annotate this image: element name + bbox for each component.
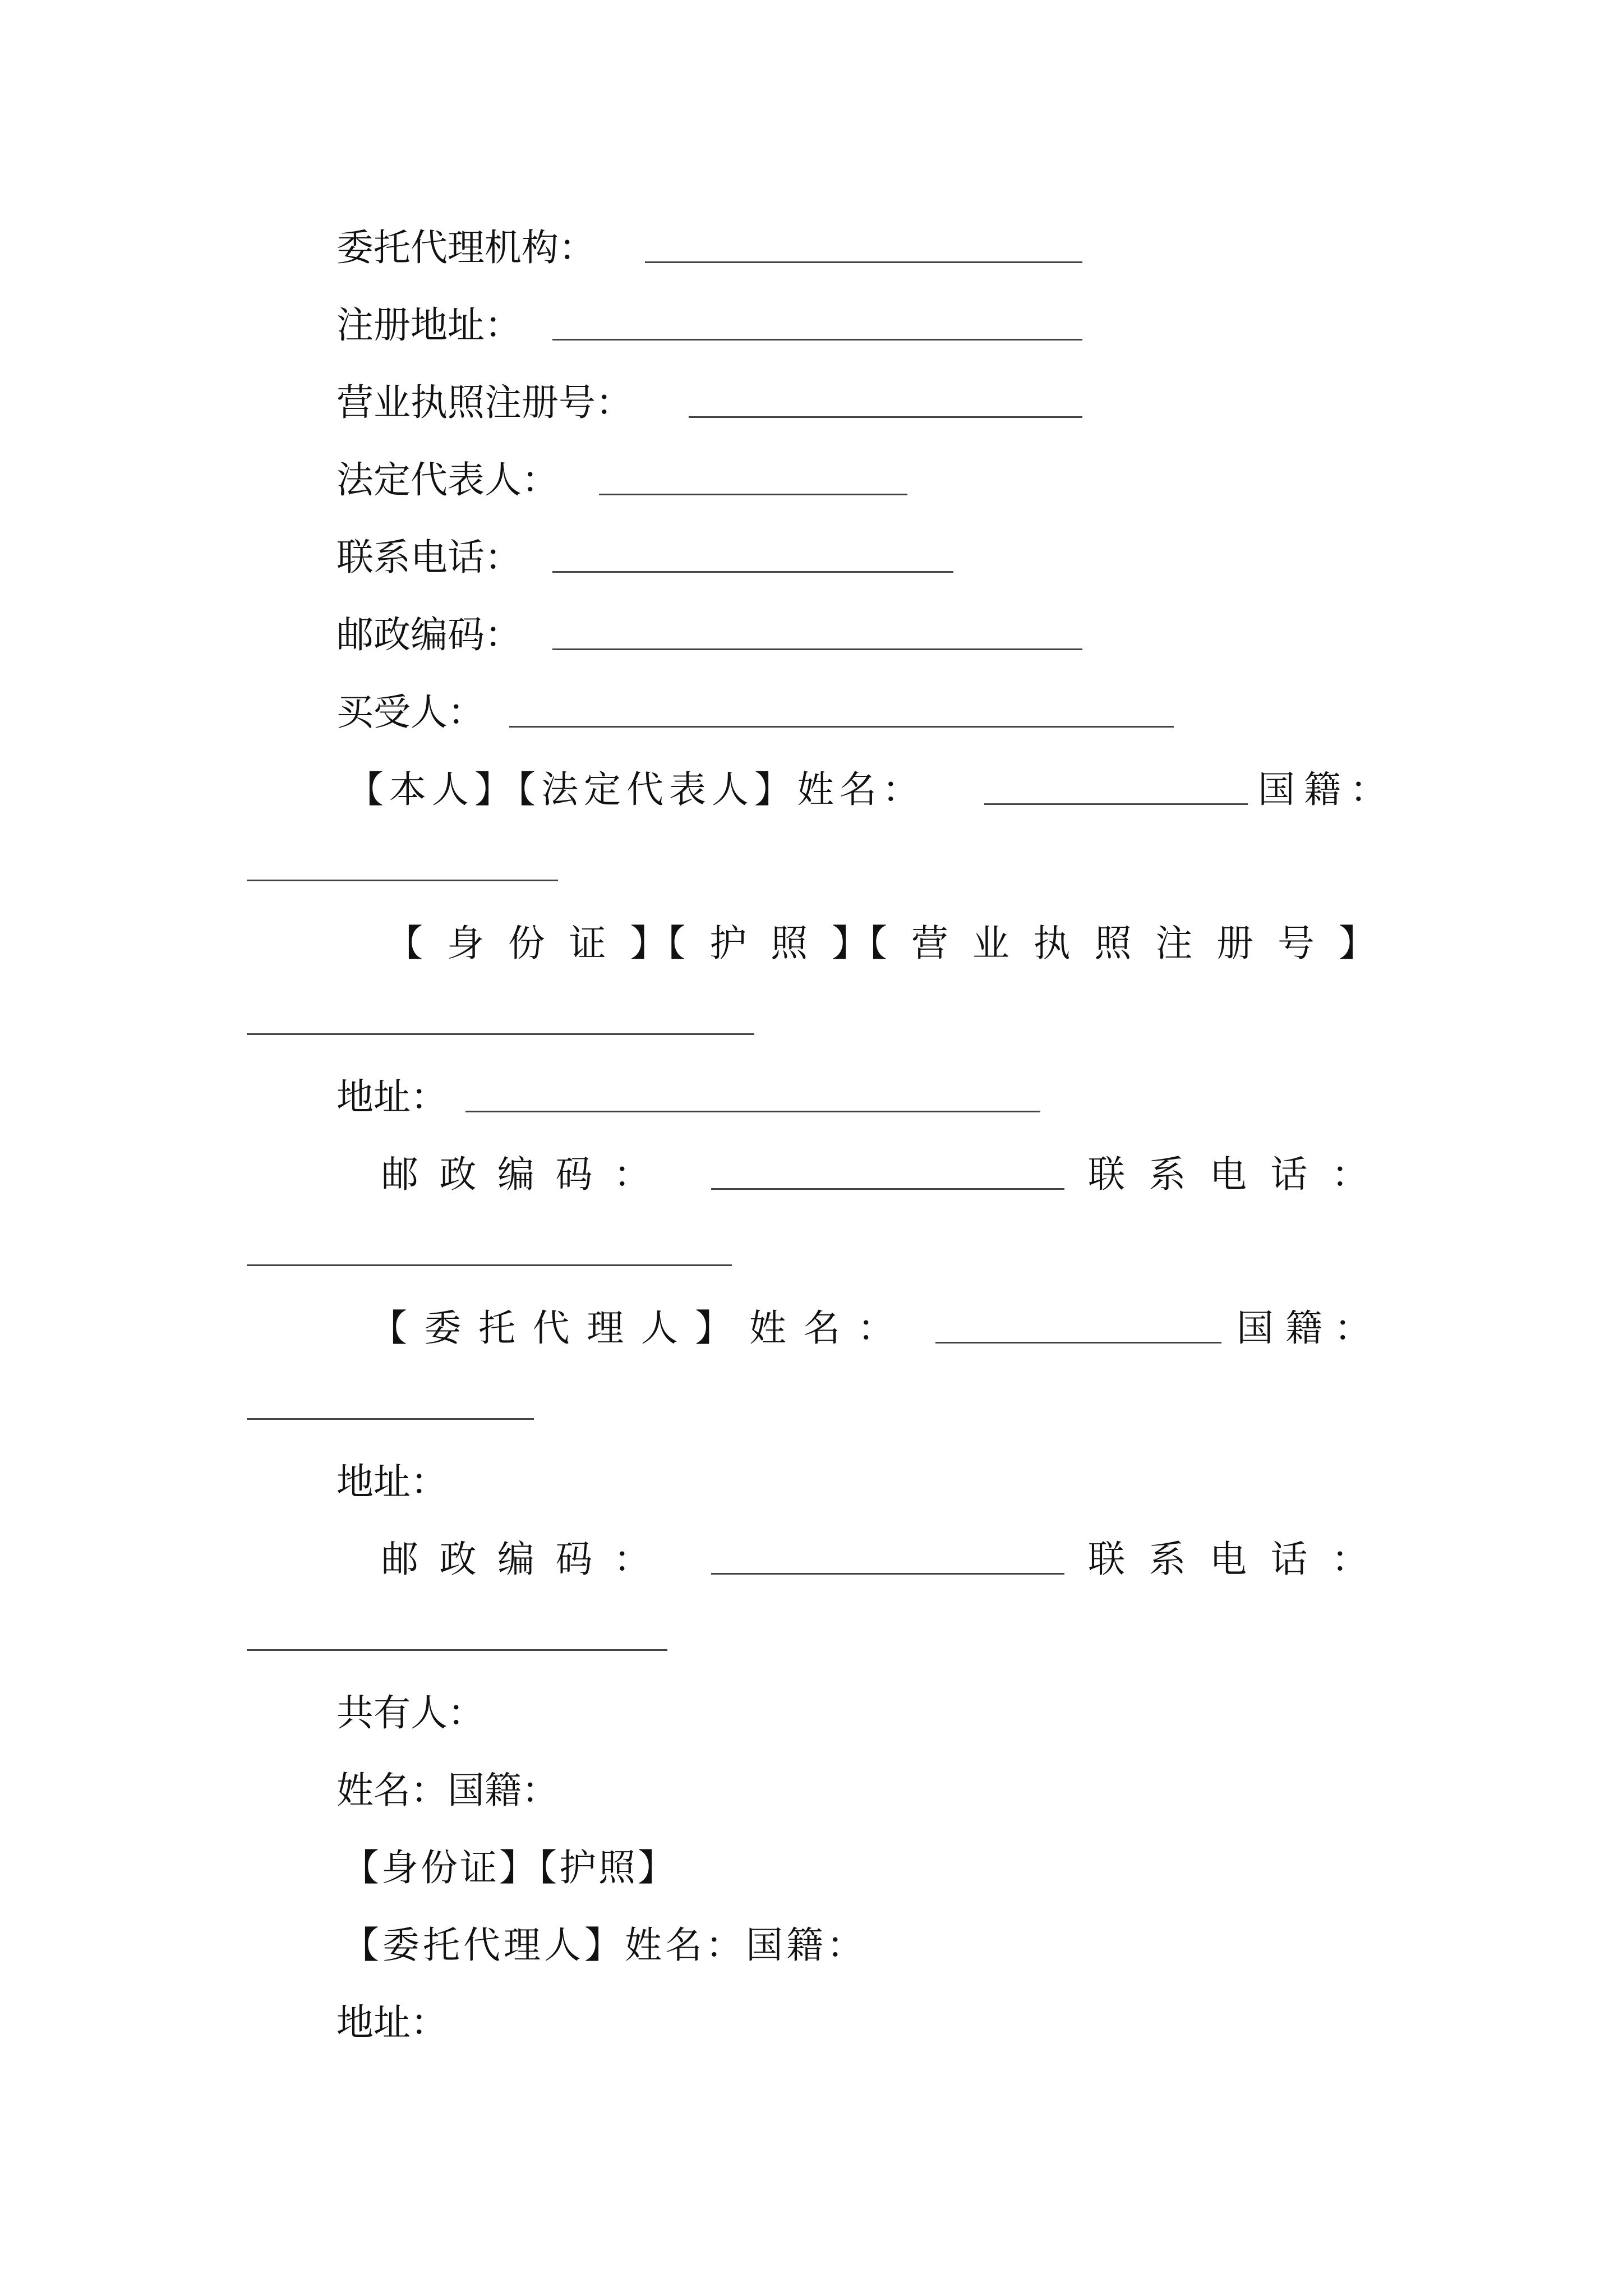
buyer-self-rep-name-blank[interactable] <box>984 803 1248 805</box>
buyer-self-rep-prefix: 【本人】【法定代表人】姓名： <box>347 767 925 811</box>
char: 码 <box>555 1152 593 1196</box>
agent-address-label: 地址： <box>336 1460 448 1503</box>
agency-phone-row <box>336 523 522 585</box>
char: 码 <box>555 1537 593 1581</box>
co-owner-row <box>336 1678 485 1740</box>
char: ： <box>1331 1537 1368 1581</box>
buyer-phone-blank[interactable] <box>247 1264 732 1266</box>
agent-address-row <box>336 1447 448 1509</box>
buyer-label: 买受人： <box>336 690 485 734</box>
char: ： <box>857 1306 895 1350</box>
co-owner-id-row <box>342 1833 677 1895</box>
id-char: 业 <box>972 921 1009 965</box>
id-char: 份 <box>508 921 545 965</box>
agency-phone-blank[interactable] <box>552 571 953 573</box>
char: 代 <box>532 1306 570 1350</box>
agent-prefix-row <box>370 1294 895 1355</box>
buyer-nationality-label: 国籍： <box>1258 767 1396 811</box>
agency-license-label: 营业执照注册号： <box>336 380 633 424</box>
agent-phone-label <box>1088 1525 1368 1586</box>
char: 【 <box>370 1306 407 1350</box>
id-char: 证 <box>569 921 606 965</box>
agent-nationality-label <box>1237 1294 1371 1355</box>
buyer-id-number-blank[interactable] <box>247 1033 754 1035</box>
buyer-address-label: 地址： <box>336 1075 448 1119</box>
id-char: 注 <box>1155 921 1193 965</box>
agency-name-blank[interactable] <box>645 261 1082 263</box>
buyer-nationality-blank[interactable] <box>247 880 558 881</box>
agency-name-row <box>336 213 596 275</box>
buyer-address-row <box>336 1062 448 1124</box>
agency-legal-rep-label: 法定代表人： <box>336 458 559 501</box>
agency-legal-rep-row <box>336 445 559 507</box>
id-char: 】 <box>1338 921 1376 965</box>
char: ： <box>1331 1152 1368 1196</box>
agency-postcode-blank[interactable] <box>552 648 1082 650</box>
agent-phone-blank[interactable] <box>247 1649 667 1651</box>
agency-legal-rep-blank[interactable] <box>599 494 907 495</box>
co-owner-name-row <box>336 1756 559 1818</box>
agency-license-row <box>336 368 633 430</box>
char: 系 <box>1149 1537 1186 1581</box>
agency-postcode-label: 邮政编码： <box>336 613 522 656</box>
char: 人 <box>640 1306 678 1350</box>
char: 联 <box>1088 1537 1125 1581</box>
co-owner-id-line: 【身份证】【护照】 <box>342 1846 677 1889</box>
id-char: 执 <box>1033 921 1071 965</box>
buyer-blank[interactable] <box>509 726 1174 728</box>
co-owner-address-row <box>336 1988 448 2050</box>
agency-postcode-row <box>336 600 522 662</box>
agency-name-label: 委托代理机构： <box>336 226 596 269</box>
char: 联 <box>1088 1152 1125 1196</box>
char: 邮 <box>381 1537 418 1581</box>
id-char: 【 <box>386 921 423 965</box>
char: 国 <box>1237 1306 1274 1350</box>
agent-postcode-label <box>381 1525 651 1586</box>
co-owner-name-line: 姓名：国籍： <box>336 1768 559 1812</box>
buyer-nationality-row <box>1258 755 1396 817</box>
agency-phone-label: 联系电话： <box>336 535 522 579</box>
char: 托 <box>478 1306 516 1350</box>
char: 】 <box>695 1306 732 1350</box>
id-char: 护 <box>709 921 747 965</box>
agency-address-row <box>336 291 522 352</box>
char: ： <box>1334 1306 1371 1350</box>
buyer-postcode-blank[interactable] <box>711 1188 1064 1190</box>
agent-nationality-blank[interactable] <box>247 1418 534 1420</box>
agent-postcode-blank[interactable] <box>711 1573 1064 1575</box>
buyer-postcode-label <box>381 1140 651 1202</box>
id-char: 号 <box>1278 921 1315 965</box>
char: 电 <box>1210 1152 1247 1196</box>
buyer-address-blank[interactable] <box>465 1111 1040 1112</box>
char: 政 <box>439 1152 477 1196</box>
co-owner-agent-row <box>342 1911 867 1972</box>
agent-name-blank[interactable] <box>935 1342 1221 1343</box>
char: 话 <box>1270 1537 1308 1581</box>
char: ： <box>614 1152 651 1196</box>
buyer-phone-label <box>1088 1140 1368 1202</box>
char: 编 <box>497 1152 534 1196</box>
id-char: 】【 <box>832 921 888 965</box>
char: 电 <box>1210 1537 1247 1581</box>
char: 姓 <box>749 1306 786 1350</box>
buyer-self-rep-row <box>347 755 925 817</box>
co-owner-agent-line: 【委托代理人】姓名：国籍： <box>342 1923 867 1967</box>
char: 系 <box>1149 1152 1186 1196</box>
co-owner-address-label: 地址： <box>336 2000 448 2044</box>
id-char: 照 <box>1094 921 1132 965</box>
id-char: 照 <box>771 921 808 965</box>
id-char: 】【 <box>630 921 686 965</box>
char: 名 <box>803 1306 841 1350</box>
char: 籍 <box>1285 1306 1322 1350</box>
char: 邮 <box>381 1152 418 1196</box>
buyer-id-types-row <box>386 909 1376 970</box>
char: 编 <box>497 1537 534 1581</box>
id-char: 身 <box>446 921 484 965</box>
char: 政 <box>439 1537 477 1581</box>
char: ： <box>614 1537 651 1581</box>
char: 委 <box>424 1306 462 1350</box>
agency-address-label: 注册地址： <box>336 303 522 347</box>
id-char: 营 <box>911 921 948 965</box>
agency-license-blank[interactable] <box>689 416 1082 418</box>
agency-address-blank[interactable] <box>552 339 1082 341</box>
char: 理 <box>587 1306 624 1350</box>
buyer-row <box>336 678 485 739</box>
id-char: 册 <box>1216 921 1254 965</box>
char: 话 <box>1270 1152 1308 1196</box>
co-owner-label: 共有人： <box>336 1691 485 1734</box>
